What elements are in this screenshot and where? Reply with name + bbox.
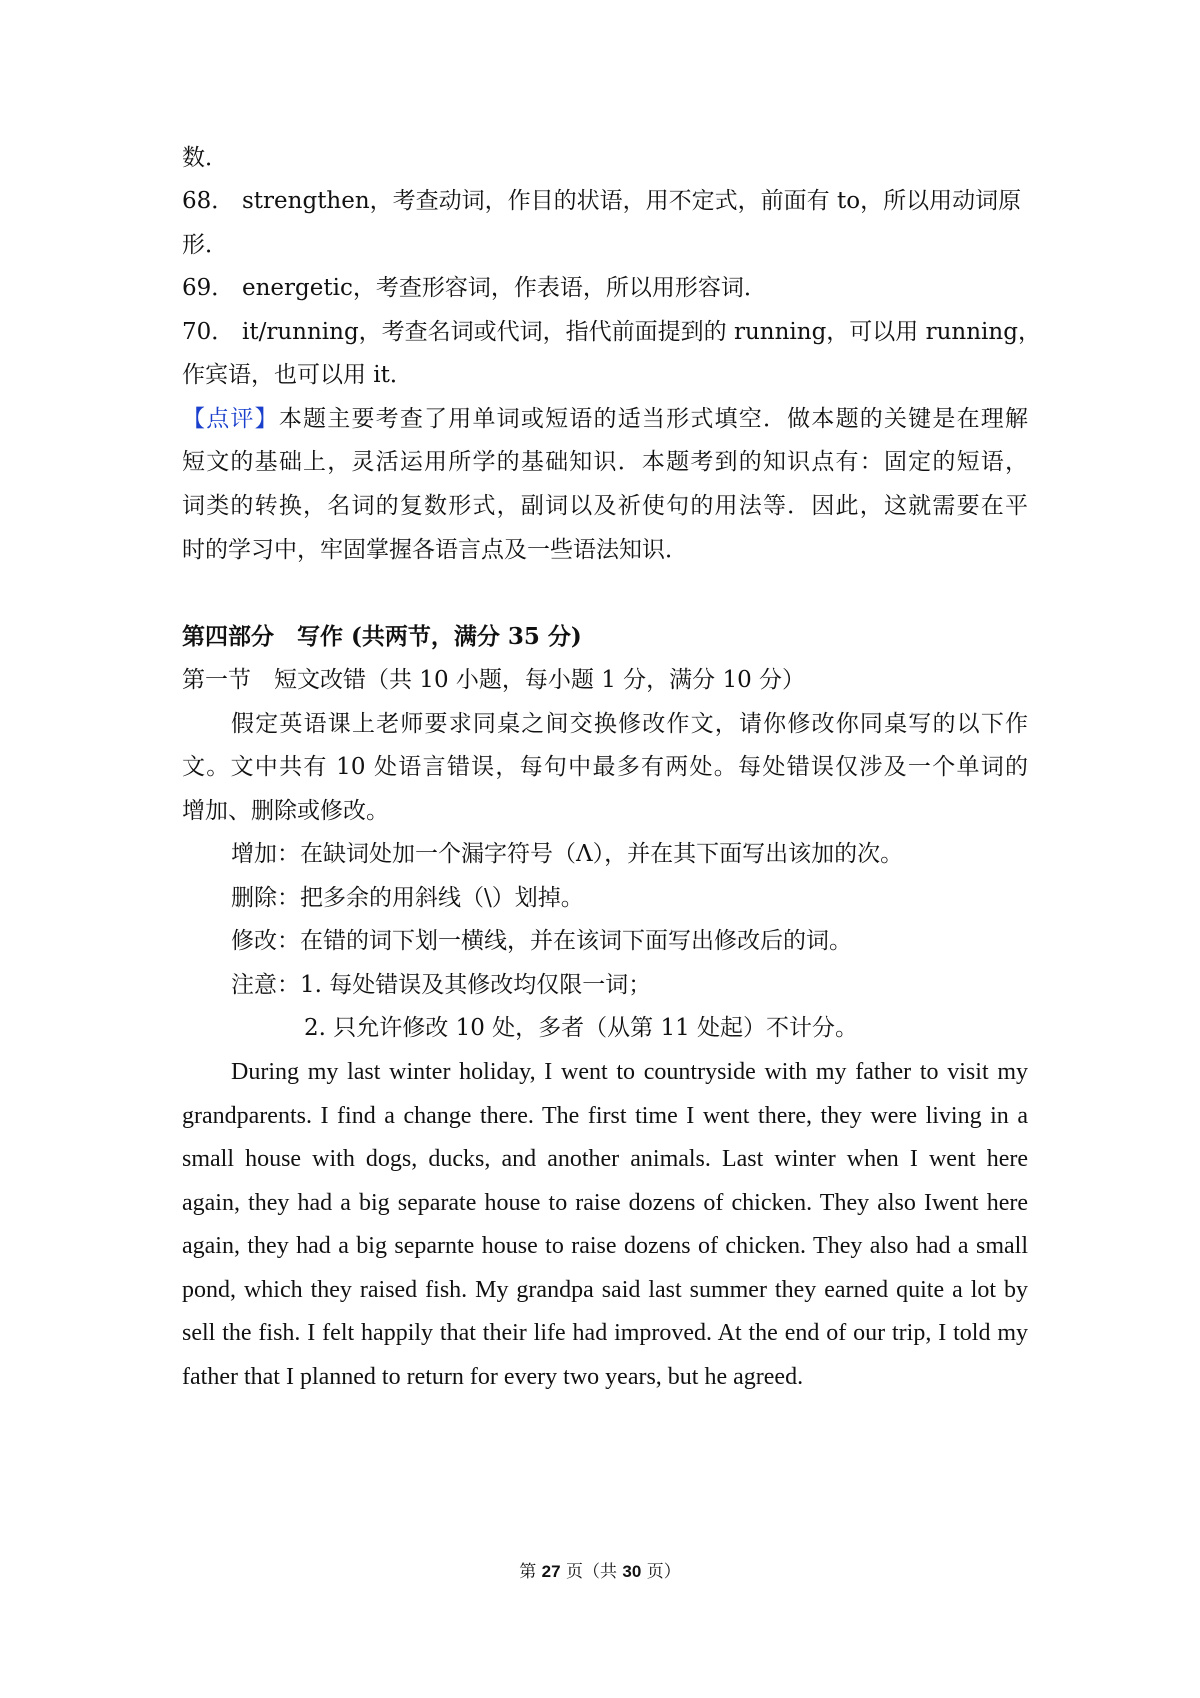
- answer-text: it/running，考查名词或代词，指代前面提到的 running，可以用 running，: [242, 319, 1041, 345]
- rule-delete: 删除：把多余的用斜线（\）划掉。: [231, 885, 584, 911]
- answer-number: 70．: [182, 319, 235, 345]
- passage-line: again, they had a big separnte house to raise dozens of chicken. They also had a small: [182, 1233, 1028, 1259]
- answer-number: 69．: [182, 275, 235, 301]
- rule-modify: 修改：在错的词下划一横线，并在该词下面写出修改后的词。: [231, 928, 852, 954]
- rule-add: 增加：在缺词处加一个漏字符号（Λ），并在其下面写出该加的次。: [231, 841, 904, 867]
- comment-tag: 【点评】: [182, 406, 279, 432]
- comment-text: 本题主要考查了用单词或短语的适当形式填空．做本题的关键是在理解: [278, 406, 1029, 432]
- passage-line: During my last winter holiday, I went to countryside with my father to visit my: [231, 1059, 1028, 1085]
- note-2: 2. 只允许修改 10 处，多者（从第 11 处起）不计分。: [304, 1015, 859, 1041]
- page-footer: [0, 1560, 1200, 1584]
- note-1: 注意：1. 每处错误及其修改均仅限一词；: [231, 972, 652, 998]
- comment-line: 时的学习中，牢固掌握各语言点及一些语法知识．: [182, 537, 688, 563]
- answer-70: [182, 317, 1041, 347]
- page-number: 27: [541, 1562, 561, 1581]
- comment-line: [182, 404, 1028, 434]
- instruction-line: 文。文中共有 10 处语言错误，每句中最多有两处。每处错误仅涉及一个单词的: [182, 754, 1028, 780]
- passage-line: father that I planned to return for every two years, but he agreed.: [182, 1364, 804, 1390]
- page-total: 30: [622, 1562, 642, 1581]
- answer-text: energetic，考查形容词，作表语，所以用形容词．: [242, 275, 767, 301]
- answer-text: strengthen，考查动词，作目的状语，用不定式，前面有 to，所以用动词原: [242, 188, 1022, 214]
- passage-line: small house with dogs, ducks, and another animals. Last winter when I went here: [182, 1146, 1028, 1172]
- answer-68-cont: 形．: [182, 232, 228, 258]
- section-subtitle: 第一节 短文改错（共 10 小题，每小题 1 分，满分 10 分）: [182, 667, 806, 693]
- passage-line: again, they had a big separate house to raise dozens of chicken. They also Iwent here: [182, 1190, 1028, 1216]
- instruction-line: 假定英语课上老师要求同桌之间交换修改作文，请你修改你同桌写的以下作: [231, 711, 1028, 737]
- comment-line: 词类的转换，名词的复数形式，副词以及祈使句的用法等．因此，这就需要在平: [182, 493, 1028, 519]
- passage-line: sell the fish. I felt happily that their life had improved. At the end of our trip, I told my: [182, 1320, 1028, 1346]
- answer-69: [182, 273, 1028, 303]
- footer-text: 第: [519, 1562, 542, 1582]
- answer-68: [182, 186, 1028, 216]
- footer-text: 页）: [641, 1562, 681, 1582]
- answer-number: 68．: [182, 188, 235, 214]
- comment-line: 短文的基础上，灵活运用所学的基础知识．本题考到的知识点有：固定的短语，: [182, 449, 1028, 475]
- text-line: 数．: [182, 145, 228, 171]
- passage-line: grandparents. I find a change there. The first time I went there, they were living in a: [182, 1103, 1028, 1129]
- instruction-line: 增加、删除或修改。: [182, 798, 389, 824]
- answer-70-cont: 作宾语，也可以用 it．: [182, 362, 413, 388]
- section-title: 第四部分 写作 (共两节，满分 35 分): [182, 623, 582, 650]
- footer-text: 页（共: [560, 1562, 623, 1582]
- passage-line: pond, which they raised fish. My grandpa said last summer they earned quite a lot by: [182, 1277, 1028, 1303]
